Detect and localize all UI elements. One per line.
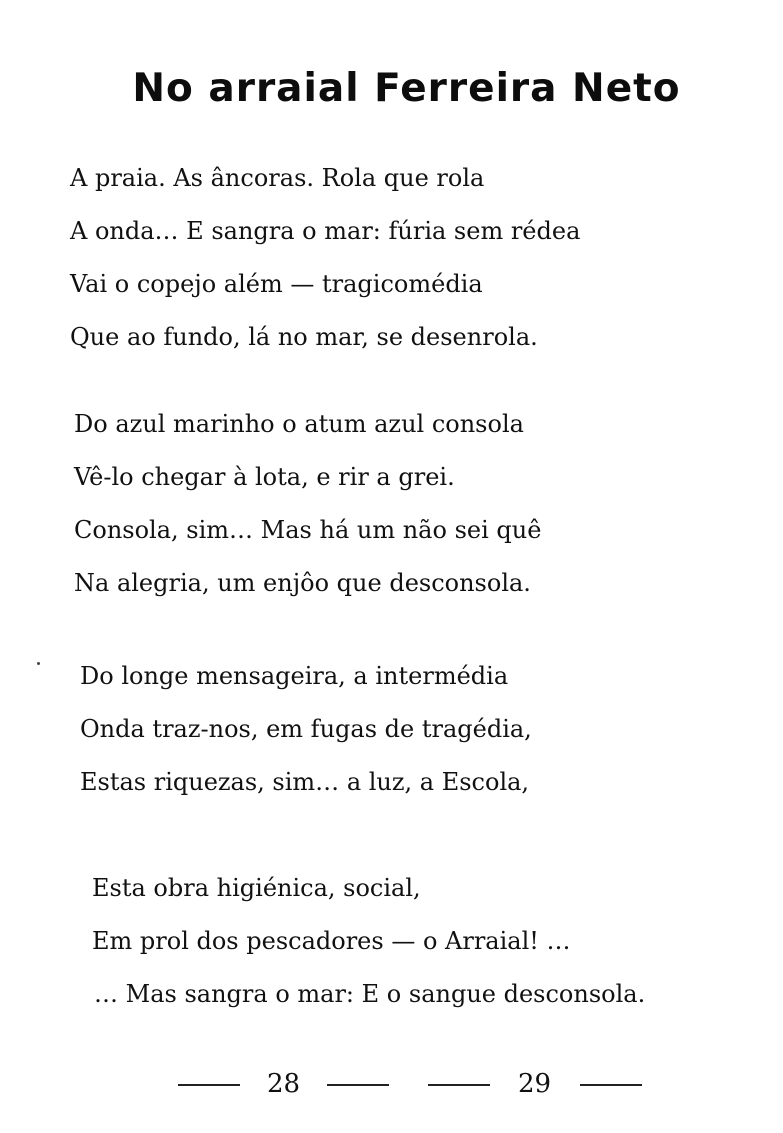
verse-line: Vai o copejo além — tragicomédia [70,270,483,298]
verse-line: A onda… E sangra o mar: fúria sem rédea [70,217,581,245]
verse-line: Na alegria, um enjôo que desconsola. [74,569,531,597]
footer-rule [580,1084,642,1086]
page-number-right: 29 [518,1069,552,1099]
footer-rule [178,1084,240,1086]
stanza-3 [80,650,532,809]
verse-line: Que ao fundo, lá no mar, se desenrola. [70,323,538,351]
page-number-left: 28 [267,1069,301,1099]
verse-line: Esta obra higiénica, social, [92,874,421,902]
footer-rule [327,1084,389,1086]
verse-line: Em prol dos pescadores — o Arraial! … [92,927,571,955]
verse-line: A praia. As âncoras. Rola que rola [70,164,485,192]
verse-line: Consola, sim… Mas há um não sei quê [74,516,542,544]
stanza-1 [70,152,580,364]
stanza-4 [92,862,645,1021]
footer-rule [428,1084,490,1086]
print-speck [37,662,40,665]
verse-line: Estas riquezas, sim… a luz, a Escola, [80,768,530,796]
verse-line: … Mas sangra o mar: E o sangue desconsola. [94,980,646,1008]
verse-line: Vê-lo chegar à lota, e rir a grei. [74,463,455,491]
verse-line: Onda traz-nos, em fugas de tragédia, [80,715,532,743]
page-footer [0,1064,783,1104]
stanza-2 [74,398,541,610]
poem-title: No arraial Ferreira Neto [132,66,681,111]
verse-line: Do azul marinho o atum azul consola [74,410,524,438]
verse-line: Do longe mensageira, a intermédia [80,662,509,690]
